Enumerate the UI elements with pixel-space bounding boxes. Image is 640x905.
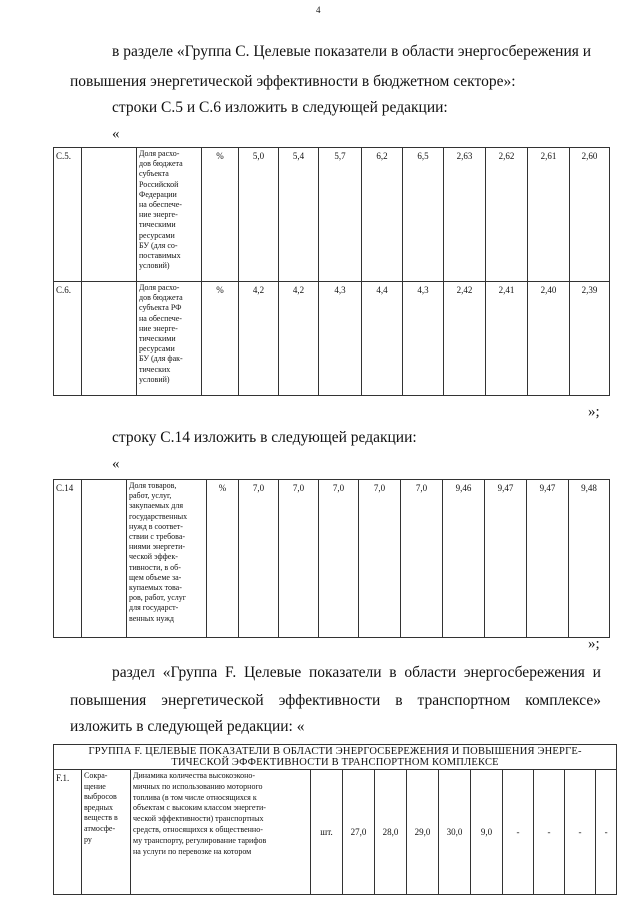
- value-cell: 9,46: [443, 480, 485, 638]
- value-cell: 5,0: [239, 148, 279, 282]
- cell-line: нужд в соответ-: [129, 521, 183, 531]
- cell-line: тическими: [139, 220, 176, 230]
- word: энергосбережения: [463, 664, 585, 681]
- cell-line: щение: [84, 781, 106, 791]
- cell-line: условий): [139, 261, 170, 271]
- cell-line: Доля расхо-: [139, 283, 180, 292]
- table-row: [54, 148, 610, 282]
- value-cell: 27,0: [343, 770, 375, 895]
- cell-line: субъекта: [139, 169, 169, 179]
- row-code: F.1.: [54, 770, 82, 895]
- table-row: [54, 282, 610, 396]
- cell-line: Сокра-: [84, 771, 108, 780]
- empty-cell: [82, 148, 137, 282]
- cell-line: щем объеме за-: [129, 572, 182, 582]
- value-cell: 4,3: [319, 282, 362, 396]
- cell-line: ние энерге-: [139, 323, 178, 333]
- group-f-title-line2: ТИЧЕСКОЙ ЭФФЕКТИВНОСТИ В ТРАНСПОРТНОМ КОМПЛЕКСЕ: [171, 757, 499, 768]
- value-cell: 2,60: [570, 148, 610, 282]
- cell-line: на обеспече-: [139, 200, 182, 210]
- word: показатели: [309, 664, 382, 681]
- cell-line: атмосфе-: [84, 823, 116, 833]
- indicator-description: [131, 770, 311, 895]
- cell-line: венных нужд: [129, 613, 174, 623]
- cell-line: закупаемых для: [129, 501, 184, 511]
- value-cell: 2,39: [570, 282, 610, 396]
- value-cell: 2,61: [528, 148, 570, 282]
- cell-line: работ, услуг,: [129, 491, 172, 501]
- unit-cell: %: [202, 282, 239, 396]
- table-row: [54, 480, 610, 638]
- word: транспортном: [417, 692, 511, 709]
- cell-line: поставимых: [139, 251, 181, 261]
- word: раздел: [112, 664, 155, 681]
- indicator-name: [82, 770, 131, 895]
- word: эффективности: [278, 692, 381, 709]
- word: в: [395, 692, 403, 709]
- cell-line: условий): [139, 374, 170, 384]
- paragraph-rows-c5-c6: строки C.5 и C.6 изложить в следующей редакции:: [112, 99, 448, 116]
- row-code: C.6.: [54, 282, 82, 396]
- value-cell: 2,41: [486, 282, 528, 396]
- cell-line: БУ (для со-: [139, 240, 178, 250]
- table-c5-c6: [53, 147, 610, 396]
- value-cell: 4,3: [403, 282, 444, 396]
- cell-line: субъекта РФ: [139, 303, 182, 313]
- cell-line: ру: [84, 834, 92, 844]
- group-f-title: [54, 745, 617, 770]
- value-cell: 7,0: [239, 480, 279, 638]
- cell-line: тическими: [139, 334, 176, 344]
- value-cell: 4,2: [239, 282, 279, 396]
- group-f-title-row: [54, 745, 617, 770]
- value-cell: 4,4: [362, 282, 403, 396]
- cell-line: объектам с высоким классом энергети-: [133, 803, 266, 813]
- cell-line: на услуги по перевозке на котором: [133, 846, 252, 856]
- indicator-name: [127, 480, 207, 638]
- cell-line: ческой эффек-: [129, 552, 178, 562]
- word: повышения: [70, 692, 147, 709]
- word: «Группа: [162, 664, 218, 681]
- open-quote: «: [112, 126, 120, 142]
- unit-cell: шт.: [311, 770, 343, 895]
- word: F.: [224, 664, 237, 681]
- value-cell: 9,47: [527, 480, 569, 638]
- cell-line: Доля расхо-: [139, 149, 180, 158]
- word: и: [592, 664, 601, 681]
- cell-line: Федерации: [139, 189, 177, 199]
- indicator-name: [137, 282, 202, 396]
- cell-line: на обеспече-: [139, 313, 182, 323]
- value-cell: -: [565, 770, 596, 895]
- word: комплексе»: [525, 692, 601, 709]
- cell-line: дов бюджета: [139, 293, 183, 303]
- paragraph-group-c-line1: в разделе «Группа C. Целевые показатели в области энергосбережения и: [112, 43, 592, 60]
- open-quote-2: «: [112, 456, 120, 472]
- value-cell: -: [596, 770, 617, 895]
- paragraph-group-f-line2: [70, 692, 601, 709]
- value-cell: 7,0: [401, 480, 443, 638]
- cell-line: ние энерге-: [139, 210, 178, 220]
- cell-line: вредных: [84, 802, 113, 812]
- close-quote-1: »;: [588, 404, 600, 420]
- cell-line: ресурсами: [139, 344, 175, 354]
- cell-line: для государст-: [129, 603, 179, 613]
- paragraph-group-f-line1: [112, 664, 601, 681]
- group-f-title-line1: ГРУППА F. ЦЕЛЕВЫЕ ПОКАЗАТЕЛИ В ОБЛАСТИ ЭНЕРГОСБЕРЕЖЕНИЯ И ПОВЫШЕНИЯ ЭНЕРГЕ-: [88, 746, 582, 757]
- cell-line: выбросов: [84, 792, 117, 802]
- value-cell: 9,48: [569, 480, 610, 638]
- table-c14: [53, 479, 610, 638]
- value-cell: 7,0: [359, 480, 401, 638]
- close-quote-2: »;: [588, 636, 600, 652]
- cell-line: БУ (для фак-: [139, 354, 183, 364]
- value-cell: 9,0: [471, 770, 503, 895]
- value-cell: 5,4: [279, 148, 319, 282]
- value-cell: 30,0: [439, 770, 471, 895]
- cell-line: му транспорту, регулирование тарифов: [133, 835, 267, 845]
- page-number: 4: [316, 5, 321, 15]
- paragraph-group-c-line2: повышения энергетической эффективности в бюджетном секторе»:: [70, 73, 516, 90]
- value-cell: 2,40: [528, 282, 570, 396]
- word: в: [389, 664, 397, 681]
- cell-line: Российской: [139, 179, 179, 189]
- cell-line: ниями энергети-: [129, 542, 186, 552]
- cell-line: Доля товаров,: [129, 481, 177, 490]
- paragraph-row-c14: строку C.14 изложить в следующей редакции:: [112, 429, 417, 446]
- value-cell: 28,0: [375, 770, 407, 895]
- cell-line: топлива (в том числе относящихся к: [133, 792, 257, 802]
- paragraph-group-f-line3: изложить в следующей редакции: «: [70, 718, 305, 735]
- value-cell: -: [503, 770, 534, 895]
- cell-line: ров, работ, услуг: [129, 593, 187, 603]
- cell-line: дов бюджета: [139, 159, 183, 169]
- value-cell: -: [534, 770, 565, 895]
- table-row-f1: [54, 770, 617, 895]
- cell-line: государственных: [129, 511, 188, 521]
- cell-line: тических: [139, 364, 171, 374]
- value-cell: 6,5: [403, 148, 444, 282]
- value-cell: 7,0: [319, 480, 359, 638]
- indicator-name: [137, 148, 202, 282]
- value-cell: 6,2: [362, 148, 403, 282]
- word: энергетической: [161, 692, 264, 709]
- unit-cell: %: [207, 480, 239, 638]
- word: Целевые: [243, 664, 302, 681]
- cell-line: тивности, в об-: [129, 562, 181, 572]
- unit-cell: %: [202, 148, 239, 282]
- row-code: C.14: [54, 480, 82, 638]
- row-code: C.5.: [54, 148, 82, 282]
- value-cell: 7,0: [279, 480, 319, 638]
- cell-line: веществ в: [84, 813, 118, 823]
- empty-cell: [82, 480, 127, 638]
- value-cell: 5,7: [319, 148, 362, 282]
- empty-cell: [82, 282, 137, 396]
- value-cell: 9,47: [485, 480, 527, 638]
- value-cell: 4,2: [279, 282, 319, 396]
- cell-line: ствии с требова-: [129, 532, 186, 542]
- cell-line: Динамика количества высокоэконо-: [133, 771, 256, 780]
- table-group-f: [53, 744, 617, 895]
- value-cell: 2,42: [444, 282, 486, 396]
- cell-line: ческой эффективности) транспортных: [133, 814, 264, 824]
- cell-line: мичных по использованию моторного: [133, 781, 263, 791]
- value-cell: 29,0: [407, 770, 439, 895]
- cell-line: купаемых това-: [129, 583, 182, 593]
- cell-line: средств, относящихся к общественно-: [133, 824, 263, 834]
- value-cell: 2,62: [486, 148, 528, 282]
- word: области: [404, 664, 457, 681]
- value-cell: 2,63: [444, 148, 486, 282]
- cell-line: ресурсами: [139, 230, 175, 240]
